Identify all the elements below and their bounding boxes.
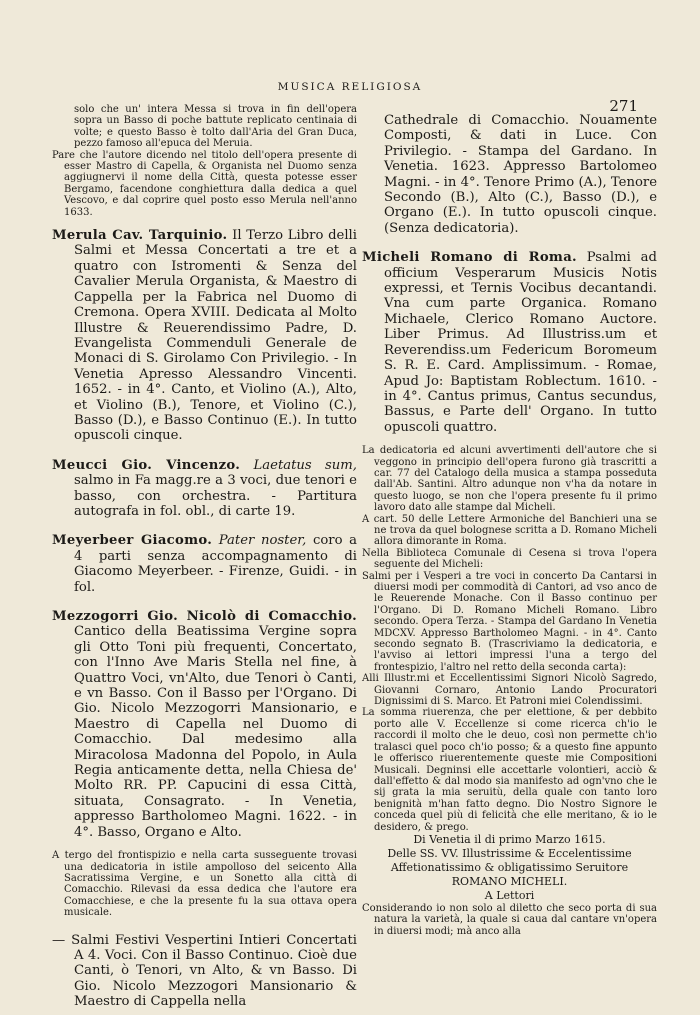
entry-meucci-name: Meucci Gio. Vincenzo. xyxy=(52,457,241,473)
right-column xyxy=(362,113,657,937)
lettori-heading: A Lettori xyxy=(484,888,535,902)
entry-merula-name: Merula Cav. Tarquinio. xyxy=(52,228,228,244)
micheli-note-3: Nella Biblioteca Comunale di Cesena si trova l'opera seguente del Micheli: xyxy=(362,547,657,571)
micheli-note-5: Alli Illustr.mi et Eccellentissimi Signori Nicolò Sagredo, Giovanni Cornaro, Antonio Lando Procuratori Dignissimi di S. Marco. Et Patroni miei Colendissimi. xyxy=(362,673,657,708)
entry-mezzogorri-name: Mezzogorri Gio. Nicolò di Comacchio. xyxy=(52,609,357,624)
page-number: 271 xyxy=(609,97,638,115)
entry-micheli-text: Psalmi ad officium Vesperarum Musicis Notis expressi, et Ternis Vocibus decantandi. Vna cum parte Organica. Romano Michaele, Clerico Romano Auctore. Liber Primus. Ad Illustriss.um et Reverendiss.um Federicum Boromeum S. R. E. Card. Amplissimum. - Romae, Apud Jo: Baptistam Roblectum. 1610. - in 4°. Cantus primus, Cantus secundus, Bassus, e Parte dell' Organo. In tutto opuscoli quattro. xyxy=(384,250,657,435)
entry-meucci-title: Laetatus sum, xyxy=(253,457,357,473)
entry-meucci-text: salmo in Fa magg.re a 3 voci, due tenori e basso, con orchestra. - Partitura autografa in fol. obl., di carte 19. xyxy=(74,473,357,519)
left-column xyxy=(52,104,357,1010)
micheli-note-4: Salmi per i Vesperi a tre voci in concerto Da Cantarsi in diuersi modi per commodità di Cantori, ad vso anco de le Reuerende Monache. Con il Basso continuo per l'Organo. Di D. Romano Micheli Romano. Libro secondo. Opera Terza. - Stampa del Gardano In Venetia MDCXV. Appresso Bartholomeo Magni. - in 4°. Canto secondo segnato B. (Trascriviamo la dedicatoria, e l'avviso ai lettori impressi l'una a tergo del frontespizio, l'altro nel retto della seconda carta): xyxy=(362,570,657,673)
running-title: MUSICA RELIGIOSA xyxy=(277,81,423,93)
date-line: Di Venetia il di primo Marzo 1615. xyxy=(413,832,606,846)
intro-note-2: Pare che l'autore dicendo nel titolo dell'opera presente di esser Mastro di Capella, & Organista nel Duomo senza aggiugnervi il nome della Città, questa potesse esser Bergamo, facendone conghiettura dalla dedica a quel Vescovo, e dal coprire quel posto esso Merula nell'anno 1633. xyxy=(52,149,357,218)
entry-meyerbeer xyxy=(52,533,357,595)
micheli-note-6: La somma riuerenza, che per elettione, & per debbito porto alle V. Eccellenze si come ricerca ch'io le raccordi il molto che le deuo, così non permette ch'io tralasci quel poco ch'io posso; & a questo fine appunto le offerisco riuerentemente queste mie Compositioni Musicali. Degninsi elle accettarle volontieri, acciò & dall'effetto & dal modo sia manifesto ad ogn'vno che le sij grata la mia seruitù, della quale con tanto loro benignità m'han fatto degno. Dio Nostro Signore le conceda quel più di felicità che elle meritano, & io le desidero, & prego. xyxy=(362,707,657,833)
closing-line-2: Affetionatissimo & obligatissimo Seruitore xyxy=(390,860,629,874)
entry-meyerbeer-name: Meyerbeer Giacomo. xyxy=(52,533,213,549)
entry-micheli xyxy=(362,250,657,435)
micheli-note-2: A cart. 50 delle Lettere Armoniche del Banchieri una se ne trova da quel bolognese scritta a D. Romano Micheli allora dimorante in Roma. xyxy=(362,513,657,548)
micheli-note-1: La dedicatoria ed alcuni avvertimenti dell'autore che si veggono in principio dell'opera furono già trascritti a car. 77 del Catalogo della musica a stampa posseduta dall'Ab. Santini. Altro adunque non v'ha da notare in questo luogo, se non che l'opera presente fu il primo lavoro dato alle stampe dal Micheli. xyxy=(362,445,657,514)
entry-merula xyxy=(52,228,357,444)
entry-salmi-festivi: — Salmi Festivi Vespertini Intieri Concertati A 4. Voci. Con il Basso Continuo. Cioè due Canti, ò Tenori, vn Alto, & vn Basso. Di Gio. Nicolo Mezzogori Mansionario & Maestro di Cappella nella xyxy=(52,932,357,1010)
entry-mezzogorri-text: Cantico della Beatissima Vergine sopra gli Otto Toni più frequenti, Concertato, con l'Inno Ave Maris Stella nel fine, à Quattro Voci, vn'Alto, due Tenori ò Canti, e vn Basso. Con il Basso per l'Organo. Di Gio. Nicolo Mezzogorri Mansionario, e Maestro di Capella nel Duomo di Comacchio. Dal medesimo alla Miracolosa Madonna del Popolo, in Aula Regia anticamente detta, nella Chiesa de' Molto RR. PP. Capucini di essa Città, situata, Consagrato. - In Venetia, appresso Bartholomeo Magni. 1622. - in 4°. Basso, Organo e Alto. xyxy=(74,624,357,840)
entry-meyerbeer-title: Pater noster, xyxy=(218,533,307,549)
closing-signature: ROMANO MICHELI. xyxy=(451,874,568,888)
entry-meyerbeer-text: coro a 4 parti senza accompagnamento di Giacomo Meyerbeer. - Firenze, Guidi. - in fol. xyxy=(74,533,357,595)
entry-continuation: Cathedrale di Comacchio. Nouamente Composti, & dati in Luce. Con Privilegio. - Stampa del Gardano. In Venetia. 1623. Appresso Bartolomeo Magni. - in 4°. Tenore Primo (A.), Tenore Secondo (B.), Alto (C.), Basso (D.), e Organo (E.). In tutto opuscoli cinque. (Senza dedicatoria). xyxy=(384,113,657,236)
entry-mezzogorri xyxy=(52,609,357,840)
closing-line-1: Delle SS. VV. Illustrissime & Eccelentissime xyxy=(387,846,632,860)
entry-merula-text: Il Terzo Libro delli Salmi et Messa Concertati a tre et a quatro con Istromenti & Senza del Cavalier Merula Organista, & Maestro di Cappella per la Fabrica nel Duomo di Cremona. Opera XVIII. Dedicata al Molto Illustre & Reuerendissimo Padre, D. Evangelista Commenduli Generale de Monaci di S. Girolamo Con Privilegio. - In Venetia Apresso Alessandro Vincenti. 1652. - in 4°. Canto, et Violino (A.), Alto, et Violino (B.), Tenore, et Violino (C.), Basso (D.), e Basso Continuo (E.). In tutto opuscoli cinque. xyxy=(74,228,357,444)
entry-meucci xyxy=(52,458,357,520)
intro-note: solo che un' intera Messa si trova in fin dell'opera sopra un Basso di poche battute replicato centinaia di volte; e questo Basso è tolto dall'Aria del Gran Duca, pezzo famoso all'epuca del Meruia. xyxy=(74,104,357,150)
lettori-text: Considerando io non solo al diletto che seco porta di sua natura la varietà, la quale si caua dal cantare vn'opera in diuersi modi; mà anco alla xyxy=(362,902,657,937)
mezzogorri-note: A tergo del frontispizio e nella carta susseguente trovasi una dedicatoria in istile ampolloso del seicento Alla Sacratissima Vergine, e un Sonetto alla città di Comacchio. Rilevasi da essa dedica che l'autore era Comacchiese, e che la presente fu la sua ottava opera musicale. xyxy=(52,850,357,919)
entry-micheli-name: Micheli Romano di Roma. xyxy=(362,250,577,266)
